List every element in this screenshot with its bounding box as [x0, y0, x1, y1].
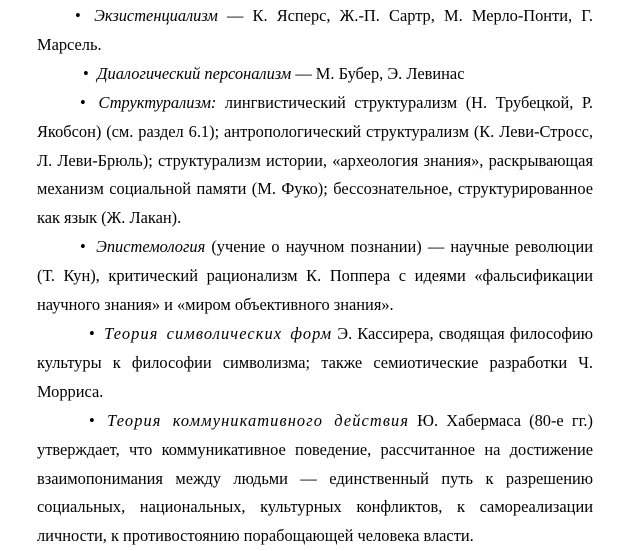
paragraph-text: Э. Кассирера, сводящая философию культуры к философии символизма; также семиотические разработки Ч. Морриса.: [37, 323, 593, 401]
paragraph-text: (учение о научном познании) — научные революции (Т. Кун), критический рационализм К. Поппера с идеями «фальсификации научного знания» и «миром объективного знания».: [37, 237, 593, 315]
term-structuralism: Структурализм:: [98, 92, 217, 112]
term-symbolic-forms: Теория символических форм: [104, 323, 333, 343]
term-communicative-action: Теория коммуникативного действия: [107, 410, 410, 430]
paragraph-symbolic-forms: [37, 320, 593, 407]
term-existentialism: Экзистенциализм: [94, 6, 218, 25]
term-dialogical-personalism: Диалогический персонализм: [97, 63, 292, 83]
paragraph-structuralism: [37, 89, 593, 234]
paragraph-epistemology: [37, 233, 593, 320]
bullet: •: [89, 323, 95, 343]
term-epistemology: Эпистемология: [96, 237, 206, 257]
bullet: •: [80, 92, 86, 112]
bullet: •: [83, 63, 89, 83]
paragraph-text: лингвистический структурализм (Н. Трубецкой, Р. Якобсон) (см. раздел 6.1); антропологический структурализм (К. Леви-Стросс, Л. Леви-Брюль); структурализм истории, «археология знания», раскрывающая механизм социальной памяти (М. Фуко); бессознательное, структурированное как язык (Ж. Лакан).: [37, 92, 593, 228]
paragraph-communicative-action: [37, 407, 593, 551]
paragraph-text: — К. Ясперс, Ж.-П. Сартр, М. Мерло-Понти, Г. Марсель.: [37, 6, 593, 54]
bullet: •: [80, 237, 86, 257]
paragraph-existentialism: [37, 2, 593, 60]
paragraph-text: — М. Бубер, Э. Левинас: [291, 63, 465, 83]
paragraph-text: Ю. Хабермаса (80-е гг.) утверждает, что коммуникативное поведение, рассчитанное на достижение взаимопонимания между людьми — единственный путь к разрешению социальных, национальных, культурных конфликтов, к самореализации личности, к противостоянию порабощающей человека власти.: [37, 410, 593, 546]
paragraph-dialogical-personalism: [37, 60, 593, 89]
bullet: •: [75, 6, 81, 25]
bullet: •: [89, 410, 95, 430]
